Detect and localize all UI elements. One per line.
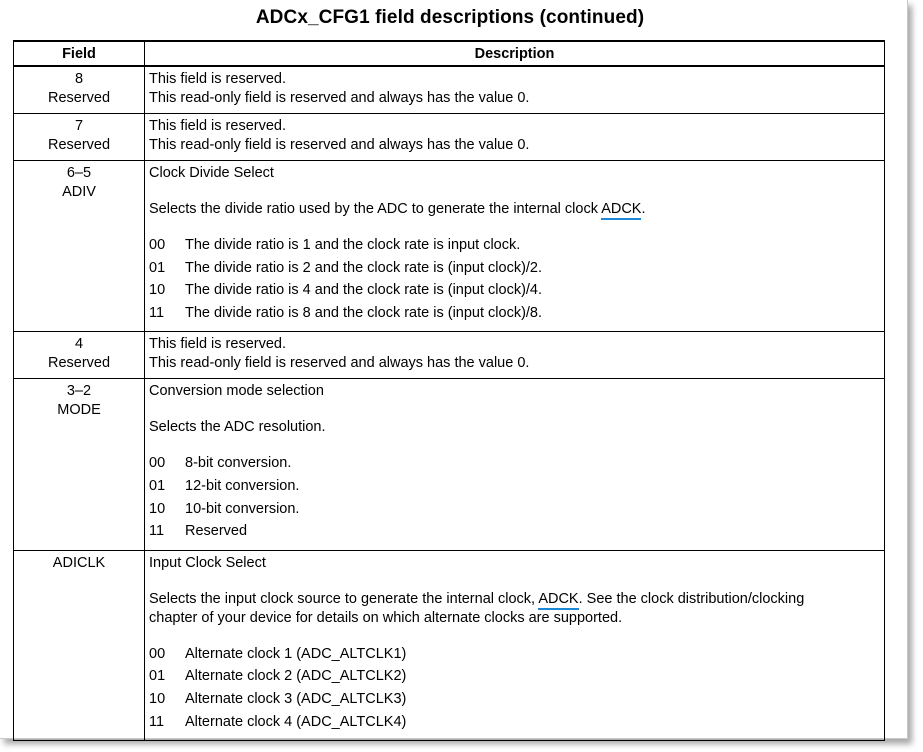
option-text: Alternate clock 2 (ADC_ALTCLK2) (185, 668, 407, 685)
table-row (14, 550, 885, 740)
option-item (149, 304, 879, 323)
option-text: Alternate clock 3 (ADC_ALTCLK3) (185, 690, 407, 707)
field-cell (14, 550, 145, 740)
option-item (149, 713, 879, 732)
option-item (149, 236, 879, 255)
option-code: 01 (149, 668, 166, 685)
option-code: 11 (149, 523, 165, 540)
description-line: This field is reserved. (149, 336, 286, 353)
option-item (149, 522, 879, 541)
description-text-prefix: Selects the input clock source to generate the internal clock, (149, 590, 539, 607)
option-text: The divide ratio is 8 and the clock rate is (input clock)/8. (185, 304, 543, 321)
option-text: Reserved (185, 523, 248, 540)
field-name: ADICLK (52, 554, 106, 571)
option-code: 01 (149, 259, 166, 276)
description-column-header: Description (145, 41, 885, 66)
option-code: 10 (149, 282, 166, 299)
option-text: 8-bit conversion. (185, 455, 292, 472)
field-name: Reserved (47, 90, 111, 106)
table-row (14, 161, 885, 332)
description-cell (145, 114, 885, 161)
option-code: 01 (149, 477, 166, 494)
option-text: Alternate clock 1 (ADC_ALTCLK1) (185, 645, 407, 662)
table-header-row (14, 41, 885, 66)
description-text (149, 200, 879, 219)
description-line: This read-only field is reserved and always has the value 0. (149, 137, 530, 153)
option-text: The divide ratio is 1 and the clock rate is input clock. (185, 237, 521, 253)
description-text (149, 590, 879, 609)
table-row (14, 114, 885, 161)
description-heading: Clock Divide Select (149, 165, 274, 181)
field-cell (14, 114, 145, 161)
field-bits: 4 (74, 336, 84, 353)
option-code: 10 (149, 690, 166, 707)
option-code: 00 (149, 645, 166, 662)
description-text-suffix: . See the clock distribution/clocking (578, 590, 805, 607)
description-line: This read-only field is reserved and always has the value 0. (149, 355, 530, 372)
option-text: The divide ratio is 4 and the clock rate is (input clock)/4. (185, 282, 543, 299)
description-heading: Conversion mode selection (149, 383, 324, 400)
option-item (149, 259, 879, 278)
option-text: The divide ratio is 2 and the clock rate is (input clock)/2. (185, 259, 543, 276)
table-row (14, 332, 885, 379)
option-code: 10 (149, 500, 166, 517)
field-descriptions-table (13, 40, 885, 741)
option-item (149, 645, 879, 664)
field-cell (14, 161, 145, 332)
field-cell (14, 379, 145, 550)
field-name: Reserved (47, 355, 111, 372)
description-cell (145, 550, 885, 740)
description-line: This field is reserved. (149, 71, 286, 87)
adck-link[interactable]: ADCK (601, 201, 641, 220)
option-item (149, 690, 879, 709)
description-cell (145, 379, 885, 550)
option-code: 00 (149, 455, 166, 472)
description-cell (145, 161, 885, 332)
option-item (149, 667, 879, 686)
option-item (149, 454, 879, 473)
field-bits: 7 (74, 118, 84, 134)
field-bits: 6–5 (66, 165, 92, 181)
description-cell (145, 66, 885, 114)
field-name: MODE (57, 402, 101, 419)
field-bits: 8 (74, 71, 84, 87)
option-text: 10-bit conversion. (185, 500, 300, 517)
description-text-suffix: . (641, 201, 646, 217)
field-cell (14, 66, 145, 114)
description-line: This field is reserved. (149, 118, 286, 134)
option-item (149, 500, 879, 519)
option-text: 12-bit conversion. (185, 477, 300, 494)
option-item (149, 477, 879, 496)
option-text: Alternate clock 4 (ADC_ALTCLK4) (185, 713, 407, 730)
table-row (14, 66, 885, 114)
field-name: Reserved (47, 137, 111, 153)
description-cell (145, 332, 885, 379)
option-code: 11 (149, 304, 165, 321)
adck-link[interactable]: ADCK (538, 591, 578, 610)
description-line: This read-only field is reserved and always has the value 0. (149, 90, 530, 106)
field-name: ADIV (62, 184, 96, 200)
description-text: Selects the ADC resolution. (149, 419, 326, 436)
description-text-continued: chapter of your device for details on which alternate clocks are supported. (149, 609, 623, 626)
option-code: 00 (149, 237, 166, 253)
field-cell (14, 332, 145, 379)
option-code: 11 (149, 713, 165, 730)
table-row (14, 379, 885, 550)
field-column-header: Field (14, 41, 145, 66)
table-title: ADCx_CFG1 field descriptions (continued) (255, 7, 645, 28)
field-bits: 3–2 (66, 383, 92, 400)
option-item (149, 281, 879, 300)
description-text-prefix: Selects the divide ratio used by the ADC to generate the internal clock (149, 201, 602, 217)
description-heading: Input Clock Select (149, 554, 266, 571)
